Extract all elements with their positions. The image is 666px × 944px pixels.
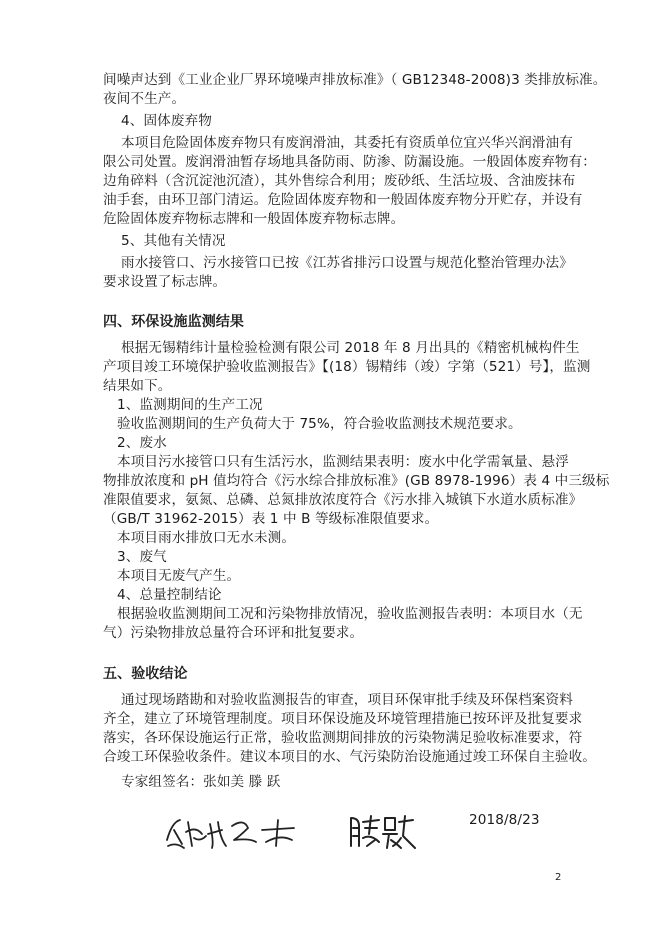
- text-line: 油手套，由环卫部门清运。危险固体废弃物和一般固体废弃物分开贮存，并设有: [103, 192, 583, 208]
- text-line: 3、废气: [117, 549, 167, 565]
- text-line: 要求设置了标志牌。: [103, 274, 227, 290]
- text-line: 物排放浓度和 pH 值均符合《污水综合排放标准》(GB 8978-1996）表 4 中三级标: [103, 473, 610, 489]
- text-line: 根据无锡精纬计量检验检测有限公司 2018 年 8 月出具的《精密机械构件生: [121, 340, 580, 356]
- text-line: 本项目危险固体废弃物只有废润滑油，其委托有资质单位宜兴华兴润滑油有: [121, 135, 573, 151]
- text-line: 产项目竣工环境保护验收监测报告》【(18）锡精纬（竣）字第（521）号】，监测: [103, 359, 591, 375]
- text-line: 结果如下。: [103, 378, 172, 394]
- signature-zhang-rumei: [162, 812, 312, 852]
- text-line: 验收监测期间的生产负荷大于 75%，符合验收监测技术规范要求。: [117, 416, 522, 432]
- text-line: 齐全，建立了环境管理制度。项目环保设施及环境管理措施已按环评及批复要求: [103, 711, 583, 727]
- text-line: 本项目污水接管口只有生活污水，监测结果表明：废水中化学需氧量、悬浮: [117, 454, 569, 470]
- text-line: 危险固体废弃物标志牌和一般固体废弃物标志牌。: [103, 211, 405, 227]
- text-line: 本项目无废气产生。: [117, 568, 241, 584]
- text-line: 2、废水: [117, 435, 167, 451]
- text-line: 准限值要求，氨氮、总磷、总氮排放浓度符合《污水排入城镇下水道水质标准》: [103, 492, 583, 508]
- text-line: 1、监测期间的生产工况: [117, 397, 263, 413]
- text-line: 雨水接管口、污水接管口已按《江苏省排污口设置与规范化整治管理办法》: [121, 255, 573, 271]
- text-line: 专家组签名：张如美 滕 跃: [121, 774, 281, 790]
- text-line: 根据验收监测期间工况和污染物排放情况，验收监测报告表明：本项目水（无: [117, 606, 583, 622]
- text-line: 落实，各环保设施运行正常，验收监测期间排放的污染物满足验收标准要求，符: [103, 730, 583, 746]
- text-line: 合竣工环保验收条件。建议本项目的水、气污染防治设施通过竣工环保自主验收。: [103, 749, 596, 765]
- section-heading: 四、环保设施监测结果: [103, 314, 244, 330]
- text-line: 夜间不生产。: [103, 91, 186, 107]
- text-line: 气）污染物排放总量符合环评和批复要求。: [103, 625, 364, 641]
- text-line: 间噪声达到《工业企业厂界环境噪声排放标准》（ GB12348-2008)3 类排放标准。: [103, 72, 607, 88]
- text-line: 通过现场踏勘和对验收监测报告的审查，项目环保审批手续及环保档案资料: [121, 692, 573, 708]
- signature-teng-yue: [345, 812, 417, 852]
- page-number: 2: [555, 872, 562, 883]
- text-line: 限公司处置。废润滑油暂存场地具备防雨、防渗、防漏设施。一般固体废弃物有：: [103, 154, 596, 170]
- text-line: 5、其他有关情况: [121, 233, 226, 249]
- text-line: 本项目雨水排放口无水未测。: [117, 530, 296, 546]
- text-line: （GB/T 31962-2015）表 1 中 B 等级标准限值要求。: [103, 511, 439, 527]
- section-heading: 五、验收结论: [103, 666, 188, 682]
- text-line: 4、总量控制结论: [117, 587, 222, 603]
- text-line: 边角碎料（含沉淀池沉渣），其外售综合利用；废砂纸、生活垃圾、含油废抹布: [103, 173, 576, 189]
- text-line: 4、固体废弃物: [121, 113, 212, 129]
- text-line: 2018/8/23: [469, 812, 540, 828]
